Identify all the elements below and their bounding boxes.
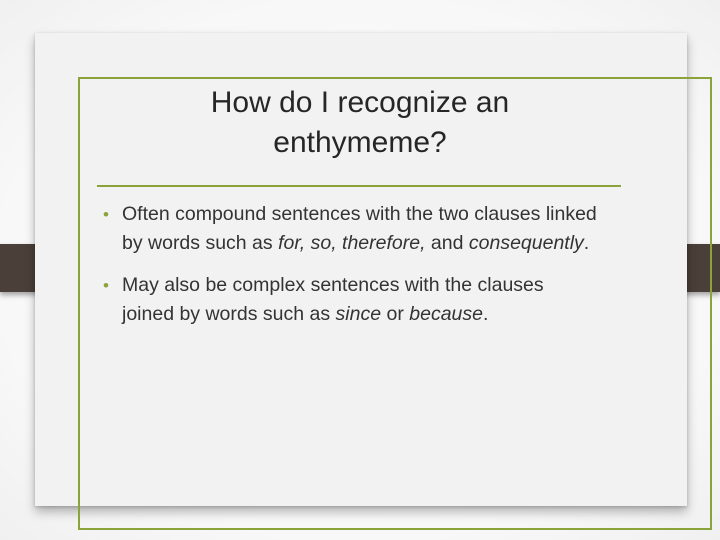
bullet-2-period: . [482, 303, 489, 325]
bullet-glyph: • [103, 205, 109, 224]
bullet-glyph: • [103, 276, 109, 295]
bullet-2-italic-since: since [335, 303, 382, 325]
bullet-item-2 [100, 271, 600, 329]
bullet-list [100, 200, 600, 342]
bullet-1-text-a: Often compound sentences with the two clauses linked by words such as [122, 203, 597, 254]
bullet-1-italic-words: for, so, therefore, [278, 232, 426, 254]
bullet-2-text-b: or [381, 303, 410, 325]
slide-title: How do I recognize an enthymeme? [210, 86, 510, 159]
bullet-1-text-b: and [425, 232, 469, 254]
bullet-1-period: . [583, 232, 590, 254]
bullet-1-italic-consequently: consequently [468, 232, 584, 254]
title-divider [97, 185, 621, 187]
bullet-item-1 [100, 200, 600, 258]
bullet-2-italic-because: because [409, 303, 483, 325]
bullet-2-text-a: May also be complex sentences with the clauses joined by words such as [122, 274, 544, 325]
